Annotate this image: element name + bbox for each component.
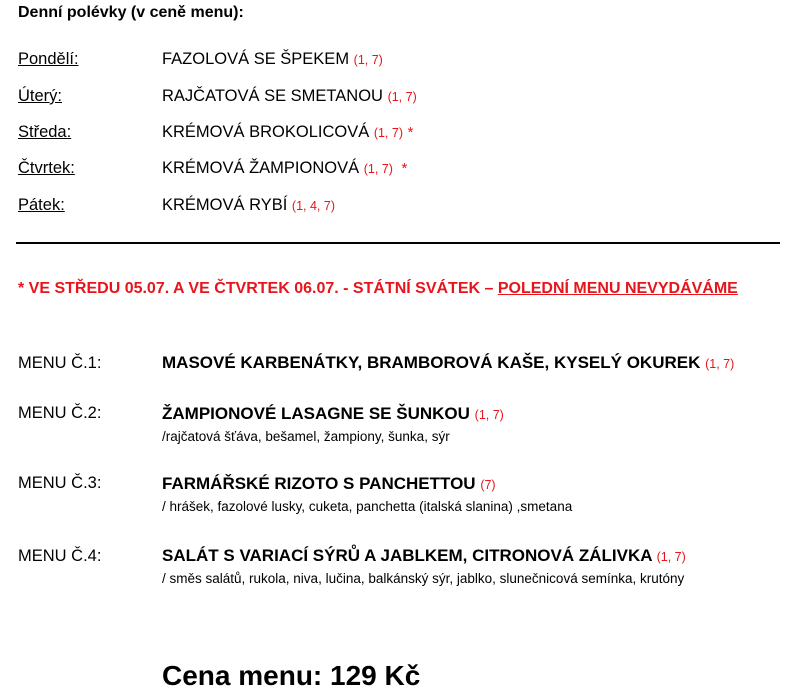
menu-allergens: (1, 7) xyxy=(474,408,504,422)
menu-item-4 xyxy=(162,546,686,566)
soup-allergens: (1, 7) xyxy=(353,53,383,67)
soup-name: KRÉMOVÁ ŽAMPIONOVÁ xyxy=(162,159,360,177)
soup-name: FAZOLOVÁ SE ŠPEKEM xyxy=(162,50,350,68)
divider xyxy=(16,242,780,244)
soup-day-monday: Pondělí: xyxy=(18,50,79,68)
soup-allergens: (1, 7) xyxy=(363,162,393,176)
holiday-notice xyxy=(18,280,738,298)
holiday-notice-emphasis: POLEDNÍ MENU NEVYDÁVÁME xyxy=(497,280,738,297)
soup-day-wednesday: Středa: xyxy=(18,123,72,141)
menu-allergens: (1, 7) xyxy=(705,357,735,371)
menu-label-2: MENU Č.2: xyxy=(18,404,102,422)
soup-row-friday xyxy=(162,196,335,215)
soup-row-monday xyxy=(162,50,383,69)
menu-name: FARMÁŘSKÉ RIZOTO S PANCHETTOU xyxy=(162,474,476,493)
holiday-notice-text: * VE STŘEDU 05.07. A VE ČTVRTEK 06.07. - STÁTNÍ SVÁTEK – xyxy=(18,280,498,297)
menu-description-2: /rajčatová šťáva, bešamel, žampiony, šunka, sýr xyxy=(162,429,450,444)
menu-label-4: MENU Č.4: xyxy=(18,547,102,565)
soups-heading: Denní polévky (v ceně menu): xyxy=(18,4,244,21)
menu-price: Cena menu: 129 Kč xyxy=(162,660,421,691)
soup-allergens: (1, 7) xyxy=(387,90,417,104)
menu-label-3: MENU Č.3: xyxy=(18,474,102,492)
holiday-star: * xyxy=(407,124,414,141)
menu-name: MASOVÉ KARBENÁTKY, BRAMBOROVÁ KAŠE, KYSELÝ OKUREK xyxy=(162,353,701,372)
menu-item-1 xyxy=(162,353,734,373)
soup-row-thursday xyxy=(162,159,407,178)
soup-row-tuesday xyxy=(162,87,417,106)
menu-label-1: MENU Č.1: xyxy=(18,354,102,372)
menu-name: SALÁT S VARIACÍ SÝRŮ A JABLKEM, CITRONOVÁ ZÁLIVKA xyxy=(162,546,652,565)
menu-description-3: / hrášek, fazolové lusky, cuketa, panchetta (italská slanina) ,smetana xyxy=(162,499,573,514)
soup-row-wednesday xyxy=(162,123,413,142)
menu-name: ŽAMPIONOVÉ LASAGNE SE ŠUNKOU xyxy=(162,404,470,423)
menu-allergens: (7) xyxy=(480,478,496,492)
soup-allergens: (1, 7) xyxy=(373,126,403,140)
holiday-star: * xyxy=(401,160,408,177)
menu-item-3 xyxy=(162,474,496,494)
menu-item-2 xyxy=(162,404,504,424)
menu-allergens: (1, 7) xyxy=(656,550,686,564)
soup-day-thursday: Čtvrtek: xyxy=(18,159,75,177)
soup-allergens: (1, 4, 7) xyxy=(291,199,335,213)
soup-day-tuesday: Úterý: xyxy=(18,87,63,105)
soup-name: KRÉMOVÁ BROKOLICOVÁ xyxy=(162,123,370,141)
soup-name: KRÉMOVÁ RYBÍ xyxy=(162,196,288,214)
soup-name: RAJČATOVÁ SE SMETANOU xyxy=(162,87,383,105)
menu-description-4: / směs salátů, rukola, niva, lučina, balkánský sýr, jablko, slunečnicová semínka, krutóny xyxy=(162,571,685,586)
soup-day-friday: Pátek: xyxy=(18,196,65,214)
